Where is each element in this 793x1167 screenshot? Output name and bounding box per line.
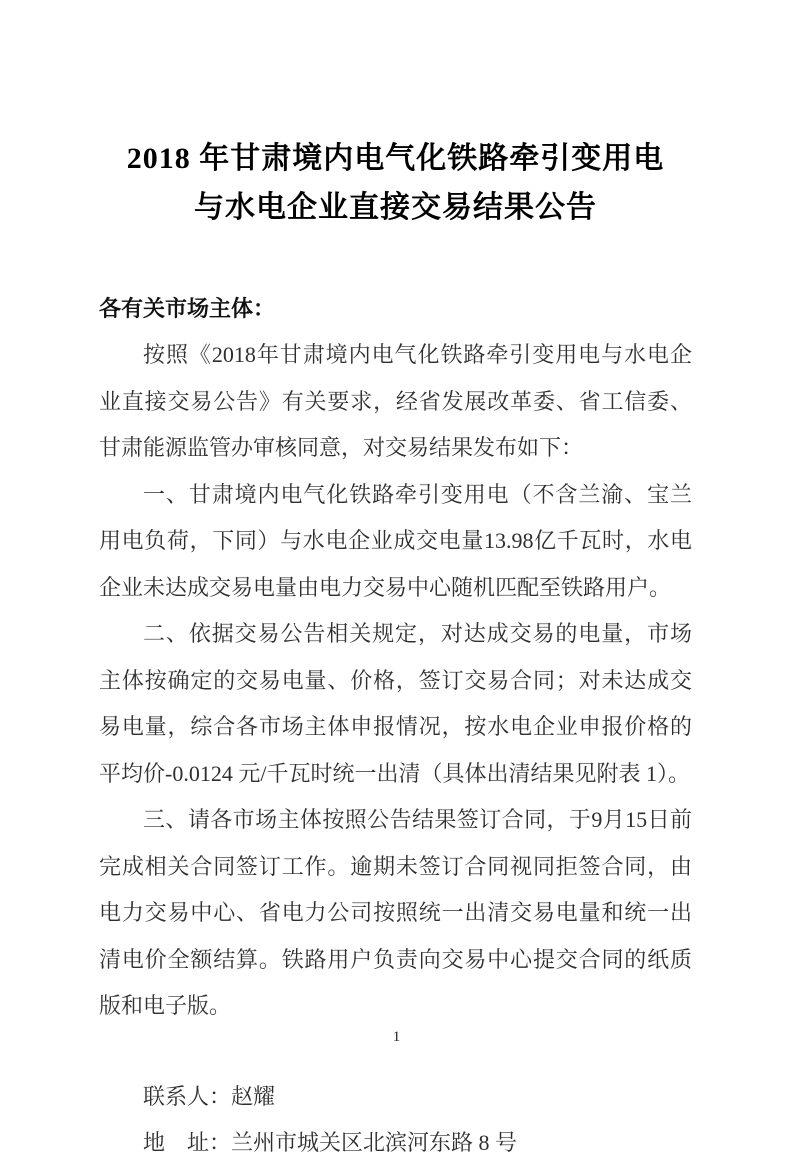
contact-address: 地 址：兰州市城关区北滨河东路 8 号 (143, 1130, 518, 1155)
document-title (99, 134, 692, 232)
document-title-line-2: 与水电企业直接交易结果公告 (194, 191, 597, 224)
contact-block (99, 1074, 692, 1167)
paragraph-item-2: 二、依据交易公告相关规定，对达成交易的电量，市场主体按确定的交易电量、价格，签订交易合同；对未达成交易电量，综合各市场主体申报情况，按水电企业申报价格的平均价-0.0124 元/千瓦时统一出清（具体出清结果见附表 1）。 (99, 621, 692, 786)
contact-person: 联系人：赵耀 (143, 1083, 276, 1109)
paragraph-item-1: 一、甘肃境内电气化铁路牵引变用电（不含兰渝、宝兰用电负荷，下同）与水电企业成交电量13.98亿千瓦时，水电企业未达成交易电量由电力交易中心随机匹配至铁路用户。 (99, 481, 692, 600)
document-content (99, 0, 692, 1167)
page-number: 1 (392, 1029, 401, 1045)
paragraph-item-3: 三、请各市场主体按照公告结果签订合同，于9月15日前完成相关合同签订工作。逾期未签订合同视同拒签合同，由电力交易中心、省电力公司按照统一出清交易电量和统一出清电价全额结算。铁路用户负责向交易中心提交合同的纸质版和电子版。 (99, 807, 692, 1018)
salutation: 各有关市场主体： (99, 296, 276, 321)
paragraph-intro: 按照《2018年甘肃境内电气化铁路牵引变用电与水电企业直接交易公告》有关要求，经省发展改革委、省工信委、甘肃能源监管办审核同意，对交易结果发布如下： (99, 342, 692, 460)
document-title-line-1: 2018 年甘肃境内电气化铁路牵引变用电 (126, 142, 665, 175)
